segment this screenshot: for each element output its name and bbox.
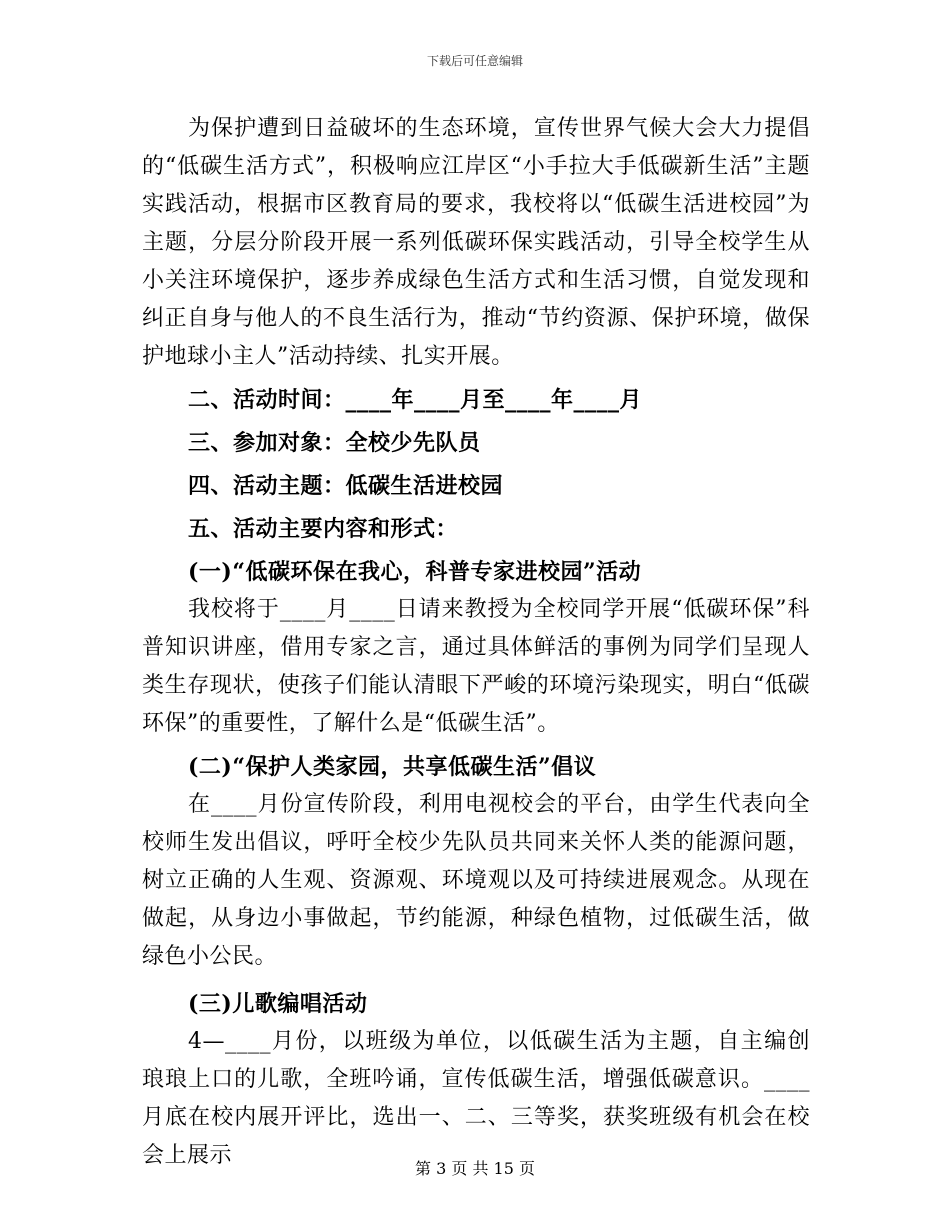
subsection-1-title: (一)“低碳环保在我心，科普专家进校园”活动 [188, 559, 642, 585]
subsection-1-body: 我校将于____月____日请来教授为全校同学开展“低碳环保”科普知识讲座，借用专家之言，通过具体鲜活的事例为同学们呈现人类生存现状，使孩子们能认清眼下严峻的环境污染现实，明白“低碳环保”的重要性，了解什么是“低碳生活”。 [142, 597, 810, 736]
subsection-2-title: (二)“保护人类家园，共享低碳生活”倡议 [188, 754, 597, 780]
subsection-3-body: 4—____月份，以班级为单位，以低碳生活为主题，自主编创琅琅上口的儿歌，全班吟诵，宣传低碳生活，增强低碳意识。____月底在校内展开评比，选出一、二、三等奖，获奖班级有机会在校会上展示 [142, 1029, 810, 1168]
intro-paragraph: 为保护遭到日益破坏的生态环境，宣传世界气候大会大力提倡的“低碳生活方式”，积极响应江岸区“小手拉大手低碳新生活”主题实践活动，根据市区教育局的要求，我校将以“低碳生活进校园”为主题，分层分阶段开展一系列低碳环保实践活动，引导全校学生从小关注环境保护，逐步养成绿色生活方式和生活习惯，自觉发现和纠正自身与他人的不良生活行为，推动“节约资源、保护环境，做保护地球小主人”活动持续、扎实开展。 [142, 116, 810, 369]
section-activity-time: 二、活动时间：____年____月至____年____月 [188, 387, 643, 413]
section-content-form: 五、活动主要内容和形式： [188, 516, 459, 542]
document-body [142, 110, 810, 1175]
section-theme: 四、活动主题：低碳生活进校园 [188, 473, 504, 499]
subsection-2-body: 在____月份宣传阶段，利用电视校会的平台，由学生代表向全校师生发出倡议，呼吁全校少先队员共同来关怀人类的能源问题，树立正确的人生观、资源观、环境观以及可持续进展观念。从现在做起，从身边小事做起，节约能源，种绿色植物，过低碳生活，做绿色小公民。 [142, 792, 810, 969]
page-header: 下载后可任意编辑 [426, 54, 523, 68]
page-footer: 第 3 页 共 15 页 [415, 1159, 535, 1178]
subsection-3-title: (三)儿歌编唱活动 [188, 991, 368, 1017]
section-participants: 三、参加对象：全校少先队员 [188, 430, 481, 456]
